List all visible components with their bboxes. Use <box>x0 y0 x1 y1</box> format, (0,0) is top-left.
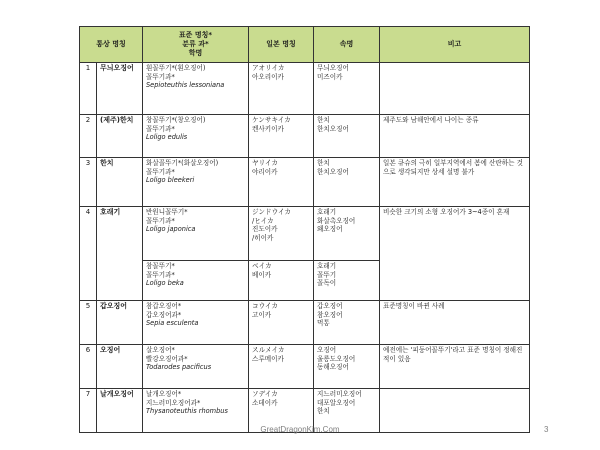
scientific-name: Loligo edulis <box>146 133 188 142</box>
japanese-reading: 소데이카 <box>252 398 278 407</box>
local-name-cell <box>314 301 380 345</box>
scientific-name: Loligo japonica <box>146 225 196 234</box>
japanese-reading: 야리이카 <box>252 167 278 176</box>
local-name: 대포알오징어 <box>317 398 356 407</box>
japanese-name-cell <box>249 158 314 207</box>
table-row <box>80 158 530 207</box>
header-row <box>80 27 530 63</box>
scientific-name: Loligo beka <box>146 279 184 288</box>
standard-name-cell <box>143 63 249 115</box>
scientific-name: Thysanoteuthis rhombus <box>146 407 228 416</box>
common-name: (제주)한치 <box>97 115 143 158</box>
header-standard-name <box>143 27 249 63</box>
scientific-name: Todarodes pacificus <box>146 363 212 372</box>
family-name: 꼴뚜기과* <box>146 167 175 176</box>
remark-cell <box>380 63 530 115</box>
row-number: 5 <box>80 301 97 345</box>
standard-name: 반원니꼴뚜기* <box>146 208 188 216</box>
header-local-name: 속명 <box>314 27 380 63</box>
local-name: 지느러미오징어 <box>317 390 362 398</box>
local-name: 한치 <box>317 407 330 416</box>
remark-cell: 비슷한 크기의 소형 오징어가 3~4종이 혼재 <box>380 207 530 301</box>
local-name-cell <box>314 345 380 389</box>
japanese-reading-alt: /히이카 <box>252 234 274 243</box>
japanese-name-cell <box>249 301 314 345</box>
common-name: 날개오징어 <box>97 389 143 433</box>
standard-name: 화살꼴뚜기*(화살오징어) <box>146 159 219 167</box>
row-number: 3 <box>80 158 97 207</box>
table-row <box>80 115 530 158</box>
japanese-name: スルメイカ <box>252 346 285 354</box>
table-row <box>80 207 530 261</box>
table-row <box>80 345 530 389</box>
japanese-name-cell <box>249 115 314 158</box>
common-name: 호래기 <box>97 207 143 301</box>
japanese-reading: 스루메이카 <box>252 354 284 363</box>
local-name: 꼴독이 <box>317 279 337 288</box>
row-number: 2 <box>80 115 97 158</box>
japanese-name-alt: /ヒイカ <box>252 216 274 225</box>
japanese-name-cell <box>249 63 314 115</box>
japanese-name-cell <box>249 207 314 261</box>
standard-name: 창꼴뚜기*(창오징어) <box>146 116 206 124</box>
japanese-reading: 아오리이카 <box>252 72 284 81</box>
japanese-name: ジンドウイカ <box>252 208 292 216</box>
common-name: 갑오징어 <box>97 301 143 345</box>
row-number: 4 <box>80 207 97 301</box>
family-name: 꼴뚜기과* <box>146 72 175 81</box>
family-name: 갑오징어과* <box>146 310 182 319</box>
japanese-name: アオリイカ <box>252 64 285 72</box>
local-name: 무늬오징어 <box>317 64 349 72</box>
standard-name-cell <box>143 345 249 389</box>
japanese-reading: 베이카 <box>252 270 272 279</box>
standard-name-cell <box>143 261 249 301</box>
japanese-name: ベイカ <box>252 262 272 270</box>
family-name: 지느러미오징어과* <box>146 398 201 407</box>
local-name: 동해오징어 <box>317 363 349 372</box>
local-name-cell <box>314 261 380 301</box>
local-name-cell <box>314 207 380 261</box>
row-number: 1 <box>80 63 97 115</box>
local-name-cell <box>314 115 380 158</box>
common-name: 오징어 <box>97 345 143 389</box>
common-name: 무늬오징어 <box>97 63 143 115</box>
local-name: 호래기 <box>317 262 337 270</box>
local-name: 한치오징어 <box>317 167 349 176</box>
local-name: 화살촉오징어 <box>317 216 356 225</box>
family-name: 꼴뚜기과* <box>146 216 175 225</box>
scientific-name: Sepia esculenta <box>146 319 199 328</box>
header-japanese-name: 일본 명칭 <box>249 27 314 63</box>
local-name: 오징어 <box>317 346 337 354</box>
local-name: 갑오징어 <box>317 302 343 310</box>
japanese-reading: 켄사키이카 <box>252 124 284 133</box>
table-row <box>80 301 530 345</box>
japanese-name: コウイカ <box>252 302 278 310</box>
local-name-cell <box>314 63 380 115</box>
remark-cell: 예전에는 '피둥어꼴뚜기'라고 표준 명칭이 정해진 적이 있음 <box>380 345 530 389</box>
header-common-name: 통상 명칭 <box>80 27 143 63</box>
scientific-name: Sepioteuthis lessoniana <box>146 81 225 90</box>
family-name: 빨강오징어과* <box>146 354 188 363</box>
local-name: 호래기 <box>317 208 337 216</box>
standard-name: 참꼴뚜기* <box>146 262 175 270</box>
local-name: 한치 <box>317 159 330 167</box>
standard-name: 참갑오징어* <box>146 302 182 310</box>
local-name: 울릉도오징어 <box>317 354 356 363</box>
standard-name: 살오징어* <box>146 346 175 354</box>
header-remarks: 비고 <box>380 27 530 63</box>
japanese-reading: 고이카 <box>252 310 272 319</box>
local-name-cell <box>314 158 380 207</box>
japanese-reading: 진도이카 <box>252 225 278 234</box>
local-name: 한치 <box>317 116 330 124</box>
family-name: 꼴뚜기과* <box>146 124 175 133</box>
row-number: 7 <box>80 389 97 433</box>
footer-site-text: GreatDragonKim.Com <box>260 425 340 434</box>
local-name: 참오징어 <box>317 310 343 319</box>
local-name: 꼴뚜기 <box>317 270 337 279</box>
japanese-name: ソデイカ <box>252 390 278 398</box>
common-name: 한치 <box>97 158 143 207</box>
japanese-name: ヤリイカ <box>252 159 278 167</box>
scientific-name: Loligo bleekeri <box>146 176 195 185</box>
header-standard-line: 표준 명칭* <box>178 30 213 39</box>
standard-name: 흰꼴뚜기*(흰오징어) <box>146 64 206 72</box>
standard-name-cell <box>143 158 249 207</box>
standard-name-cell <box>143 207 249 261</box>
local-name: 미즈이카 <box>317 72 343 81</box>
remark-cell: 일본 큐슈의 극히 일부지역에서 봄에 산란하는 것으로 생각되지만 상세 설명 불가 <box>380 158 530 207</box>
species-table <box>79 26 530 433</box>
local-name: 왜오징어 <box>317 225 343 234</box>
standard-name: 날개오징어* <box>146 390 182 398</box>
header-family-line: 분류 과* <box>182 39 209 48</box>
standard-name-cell <box>143 301 249 345</box>
local-name: 한치오징어 <box>317 124 349 133</box>
family-name: 꼴뚜기과* <box>146 270 175 279</box>
local-name: 먹통 <box>317 319 330 328</box>
remark-cell: 표준명칭이 바뀐 사례 <box>380 301 530 345</box>
japanese-name-cell <box>249 345 314 389</box>
row-number: 6 <box>80 345 97 389</box>
japanese-name-cell <box>249 261 314 301</box>
remark-cell: 제주도와 남해안에서 나이는 종류 <box>380 115 530 158</box>
header-scientific-line: 학명 <box>188 49 203 58</box>
japanese-name: ケンサキイカ <box>252 116 291 124</box>
page-number: 3 <box>544 425 549 434</box>
standard-name-cell <box>143 115 249 158</box>
table-row <box>80 63 530 115</box>
